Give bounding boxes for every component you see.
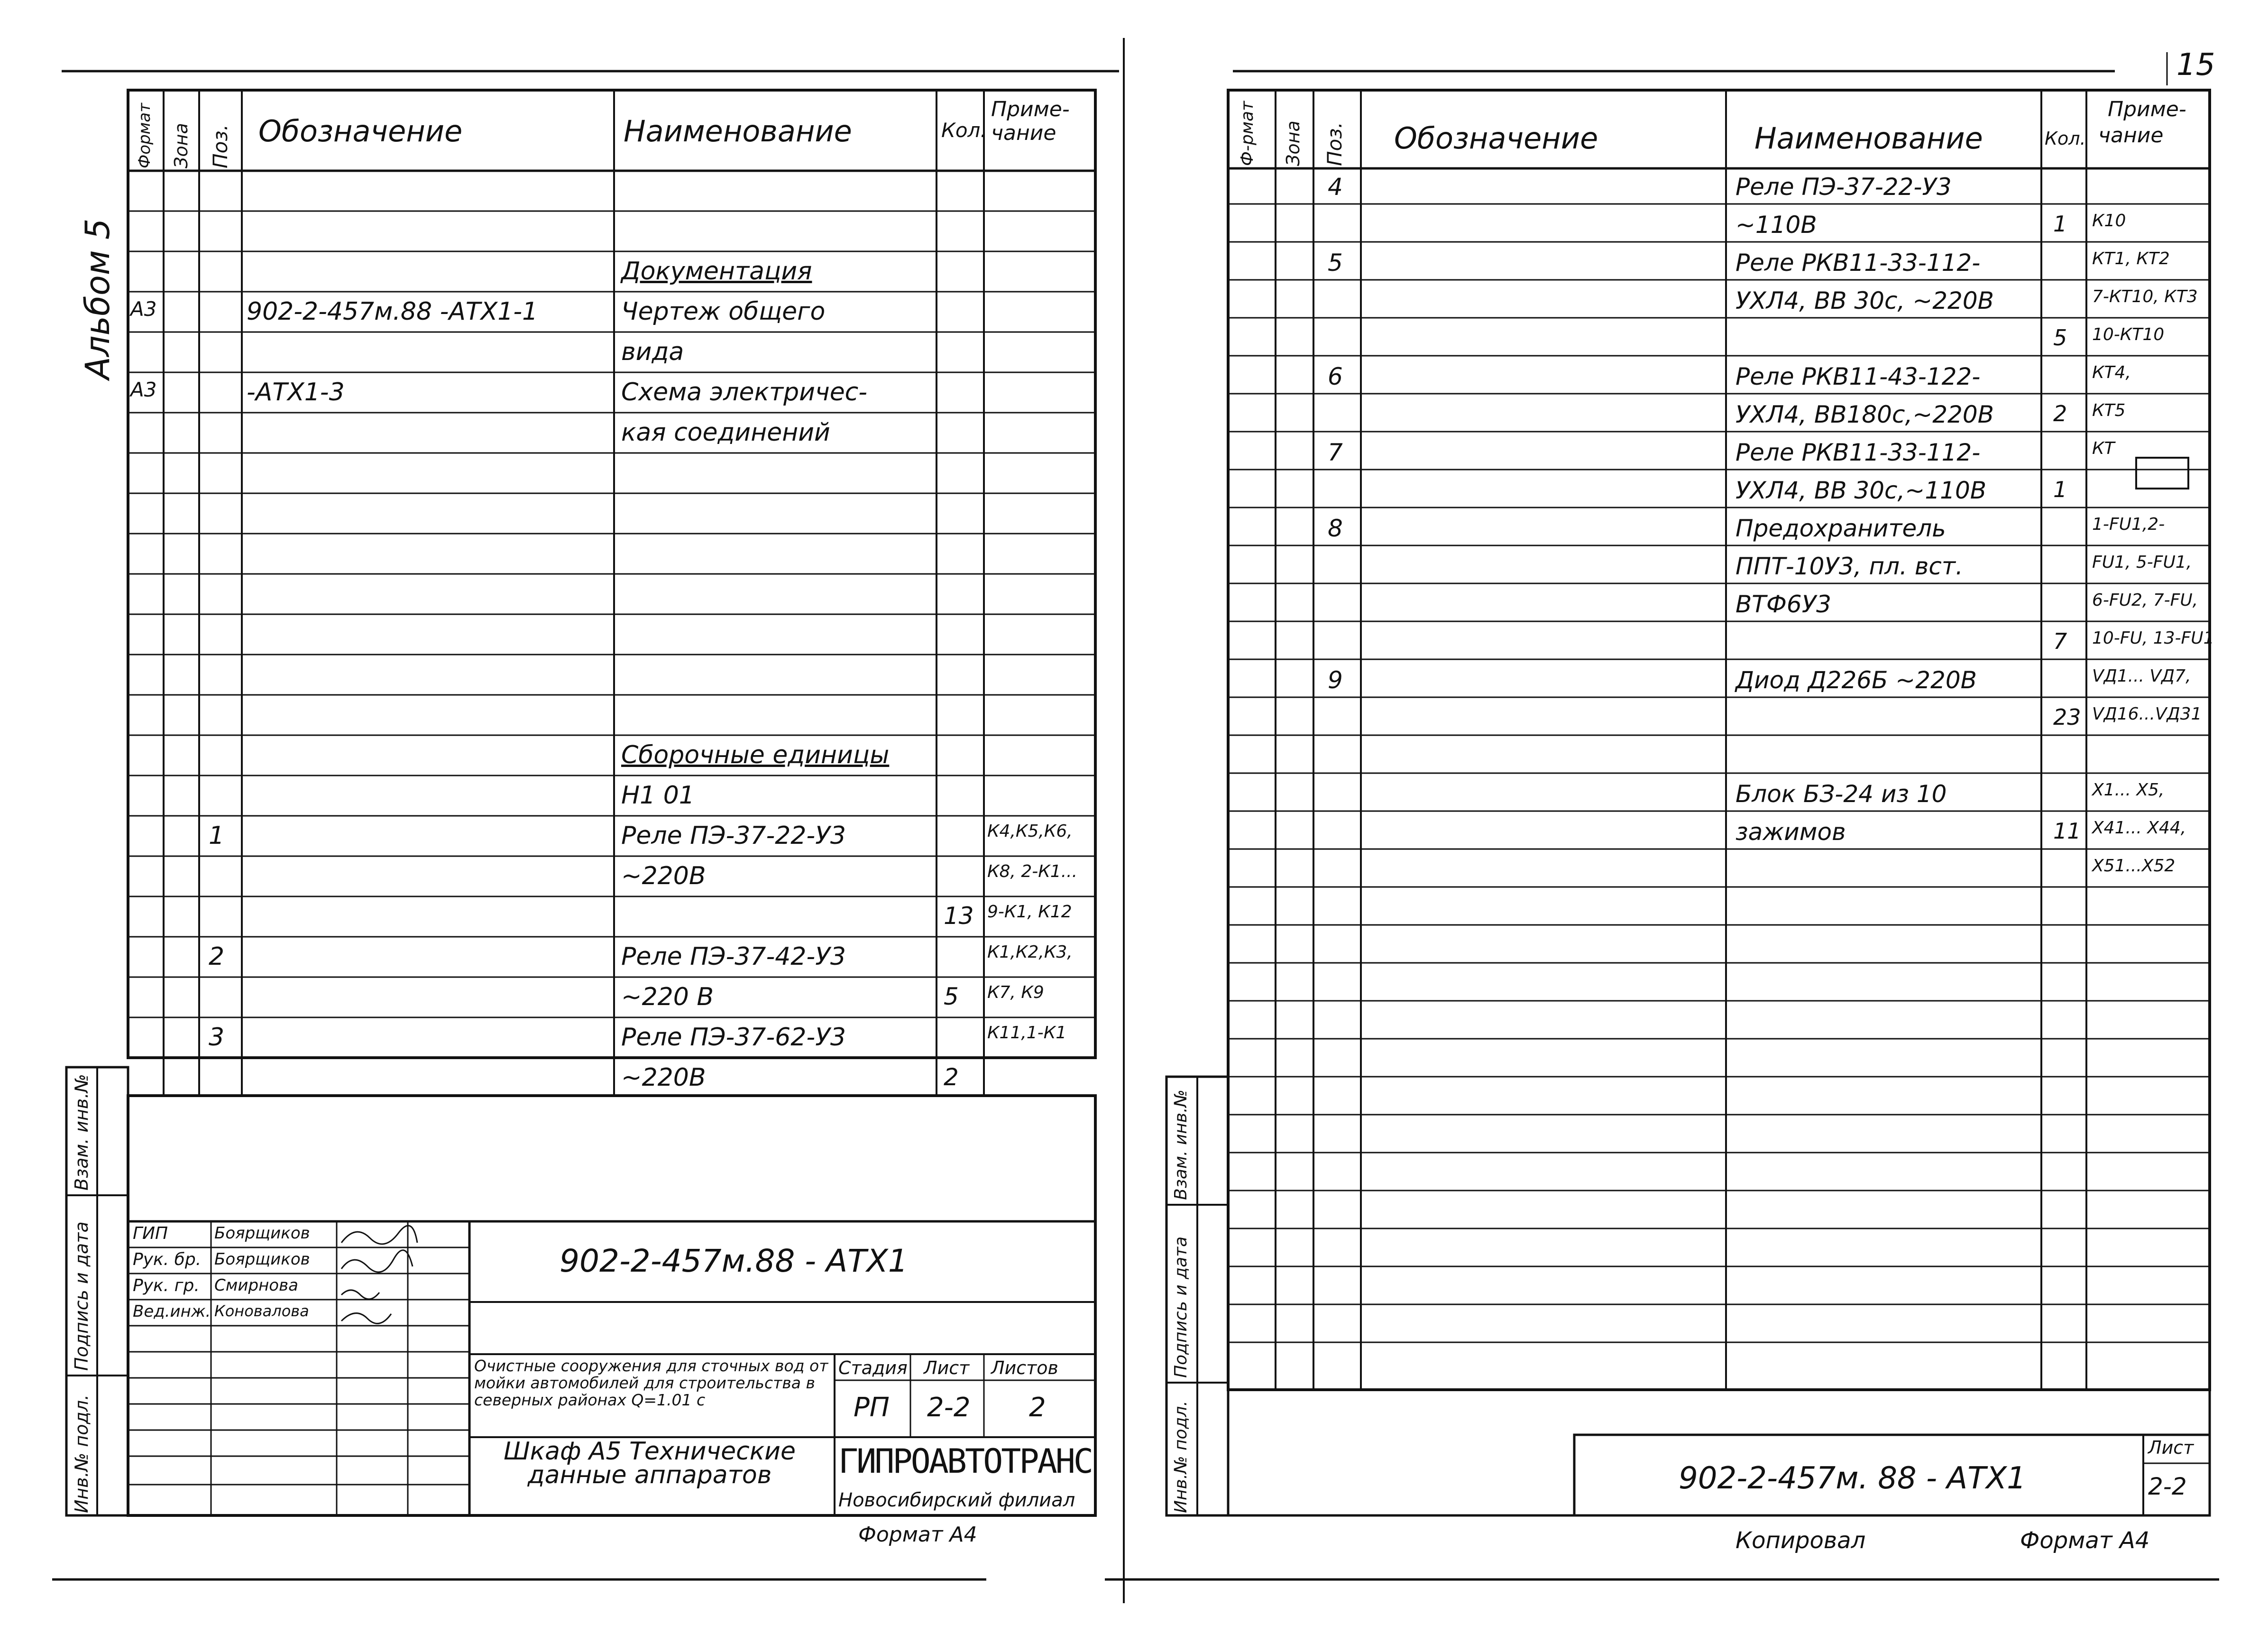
cell-name: Документация	[621, 257, 812, 286]
stage-label: Стадия	[838, 1357, 908, 1378]
cell-name: ~110В	[1735, 211, 1817, 239]
sheet-label: Лист	[924, 1357, 970, 1378]
right-sheet-value: 2-2	[2148, 1473, 2187, 1500]
left-header-zone: Зона	[171, 123, 192, 168]
cell-name: Реле ПЭ-37-22-У3	[621, 822, 846, 850]
left-header-note-bottom: чание	[991, 121, 1056, 145]
cell-name: Реле ПЭ-37-62-У3	[621, 1023, 846, 1052]
cell-note: FU1, 5-FU1,	[2092, 553, 2192, 572]
sheets-value: 2	[1029, 1392, 1046, 1423]
cell-qty: 7	[2053, 628, 2067, 654]
cell-pos: 6	[1328, 363, 1343, 390]
cell-qty: 13	[944, 902, 974, 930]
cell-note: 9-К1, К12	[987, 902, 1072, 922]
cell-name: Н1 01	[621, 781, 695, 810]
cell-pos: 7	[1328, 439, 1343, 466]
right-title-designation: 902-2-457м. 88 - АТХ1	[1679, 1461, 2026, 1496]
cell-note: К8, 2-К1...	[987, 862, 1078, 881]
left-header-name: Наименование	[624, 114, 852, 148]
sheets-label: Листов	[991, 1357, 1058, 1378]
cell-qty: 2	[2053, 401, 2067, 426]
cell-name: Реле ПЭ-37-42-У3	[621, 942, 846, 971]
cell-note: 6-FU2, 7-FU,	[2092, 591, 2198, 610]
cell-qty: 1	[2053, 211, 2067, 237]
cell-name: Реле ПЭ-37-22-У3	[1735, 173, 1952, 201]
cell-name: Схема электричес-	[621, 378, 868, 406]
role-ruk-gr: Рук. гр.	[133, 1276, 200, 1295]
cell-note: Х51...Х52	[2092, 856, 2176, 876]
right-stamp-inv: Инв.№ подл.	[1171, 1401, 1191, 1513]
cell-note: Х1... Х5,	[2092, 780, 2165, 800]
cell-note: VД1... VД7,	[2092, 666, 2191, 686]
cell-note: К7, К9	[987, 983, 1044, 1002]
album-label: Альбом 5	[78, 218, 117, 379]
sheet-number: 15	[2176, 47, 2215, 83]
cell-fmt: А3	[130, 297, 157, 321]
cell-qty: 11	[2053, 818, 2081, 844]
cell-note: VД16...VД31	[2092, 704, 2202, 724]
cell-name: Диод Д226Б ~220В	[1735, 666, 1977, 694]
cell-name: УХЛ4, ВВ180с,~220В	[1735, 401, 1994, 428]
cell-name: ~220 В	[621, 983, 714, 1011]
cell-name: Чертеж общего	[621, 297, 826, 326]
cell-des: 902-2-457м.88 -АТХ1-1	[247, 297, 538, 326]
org-branch: Новосибирский филиал	[838, 1489, 1075, 1511]
left-header-qty: Кол.	[941, 119, 987, 142]
left-header-pos: Поз.	[209, 124, 232, 168]
cell-note: К10	[2092, 211, 2126, 231]
cell-qty: 5	[944, 983, 959, 1010]
cell-name: вида	[621, 338, 684, 366]
cell-note: Х41... Х44,	[2092, 818, 2186, 838]
cell-fmt: А3	[130, 378, 157, 401]
right-header-format: Ф-рмат	[1238, 101, 1257, 166]
cell-name: кая соединений	[621, 418, 830, 447]
cell-pos: 9	[1328, 666, 1343, 694]
cell-pos: 8	[1328, 515, 1343, 542]
cell-name: УХЛ4, ВВ 30с, ~220В	[1735, 287, 1994, 314]
document-title: Шкаф А5 Технические данные аппаратов	[504, 1437, 796, 1489]
cell-note: К11,1-К1	[987, 1023, 1067, 1043]
cell-pos: 1	[209, 822, 225, 850]
note-box-icon	[2136, 458, 2188, 489]
right-header-note-bottom: чание	[2098, 123, 2164, 148]
right-stamp-vzam: Взам. инв.№	[1171, 1089, 1191, 1200]
cell-name: ВТФ6У3	[1735, 591, 1831, 618]
copied-label: Копировал	[1735, 1527, 1866, 1554]
left-stamp-vzam: Взам. инв.№	[71, 1074, 92, 1191]
cell-name: Блок БЗ-24 из 10	[1735, 780, 1947, 808]
right-sheet-label: Лист	[2148, 1437, 2194, 1458]
left-stamp-podpis: Подпись и дата	[71, 1221, 92, 1371]
cell-note: К4,К5,К6,	[987, 822, 1073, 841]
cell-note: КТ1, КТ2	[2092, 249, 2170, 268]
project-description: Очистные сооружения для сточных вод от мойки автомобилей для строительства в северных районах Q=1.01 с	[474, 1357, 828, 1409]
cell-qty: 5	[2053, 325, 2067, 351]
cell-pos: 5	[1328, 249, 1343, 277]
name-2: Смирнова	[214, 1276, 298, 1295]
left-stamp-inv: Инв.№ подл.	[71, 1394, 92, 1513]
signature-marks	[341, 1226, 417, 1323]
cell-name: ~220В	[621, 862, 706, 890]
cell-name: Реле РКВ11-33-112-	[1735, 439, 1981, 466]
cell-name: ППТ-10У3, пл. вст.	[1735, 553, 1963, 580]
right-header-pos: Поз.	[1323, 122, 1346, 166]
role-ved-inzh: Вед.инж.	[133, 1302, 211, 1321]
right-stamp-podpis: Подпись и дата	[1171, 1236, 1191, 1378]
cell-des: -АТХ1-3	[247, 378, 345, 406]
cell-qty: 2	[944, 1063, 959, 1091]
right-header-name: Наименование	[1754, 121, 1983, 156]
cell-name: Сборочные единицы	[621, 741, 890, 769]
cell-note: 10-FU, 13-FU1	[2092, 628, 2214, 648]
stage-value: РП	[854, 1392, 890, 1423]
right-header-note-top: Приме-	[2108, 97, 2186, 121]
cell-note: КТ4,	[2092, 363, 2131, 382]
cell-name: Предохранитель	[1735, 515, 1946, 542]
right-header-zone: Зона	[1283, 120, 1304, 166]
name-1: Боярщиков	[214, 1250, 310, 1269]
cell-name: Реле РКВ11-33-112-	[1735, 249, 1981, 277]
right-header-qty: Кол.	[2045, 128, 2086, 149]
left-header-note-top: Приме-	[991, 97, 1070, 121]
cell-note: 10-КТ10	[2092, 325, 2165, 344]
cell-pos: 2	[209, 942, 225, 971]
name-3: Коновалова	[214, 1302, 309, 1320]
cell-pos: 4	[1328, 173, 1343, 201]
left-format-label: Формат А4	[858, 1523, 977, 1547]
cell-name: зажимов	[1735, 818, 1846, 846]
org-name: ГИПРОАВТОТРАНС	[838, 1442, 1092, 1481]
role-ruk-br: Рук. бр.	[133, 1250, 202, 1269]
cell-name: УХЛ4, ВВ 30с,~110В	[1735, 477, 1987, 504]
left-header-format: Формат	[135, 103, 154, 168]
cell-note: КТ5	[2092, 401, 2126, 420]
left-header-designation: Обозначение	[258, 114, 463, 148]
cell-note: 1-FU1,2-	[2092, 515, 2165, 534]
cell-qty: 23	[2053, 704, 2081, 730]
cell-note: 7-КТ10, КТ3	[2092, 287, 2198, 306]
title-designation: 902-2-457м.88 - АТХ1	[560, 1243, 908, 1279]
cell-note: К1,К2,К3,	[987, 942, 1073, 962]
cell-qty: 1	[2053, 477, 2067, 502]
name-0: Боярщиков	[214, 1224, 310, 1243]
cell-name: Реле РКВ11-43-122-	[1735, 363, 1981, 390]
cell-name: ~220В	[621, 1063, 706, 1092]
sheet-value: 2-2	[927, 1392, 971, 1423]
cell-pos: 3	[209, 1023, 225, 1052]
cell-note: КТ	[2092, 439, 2115, 458]
right-header-designation: Обозначение	[1394, 121, 1598, 156]
right-format-label: Формат А4	[2020, 1527, 2150, 1554]
role-gip: ГИП	[133, 1224, 168, 1243]
